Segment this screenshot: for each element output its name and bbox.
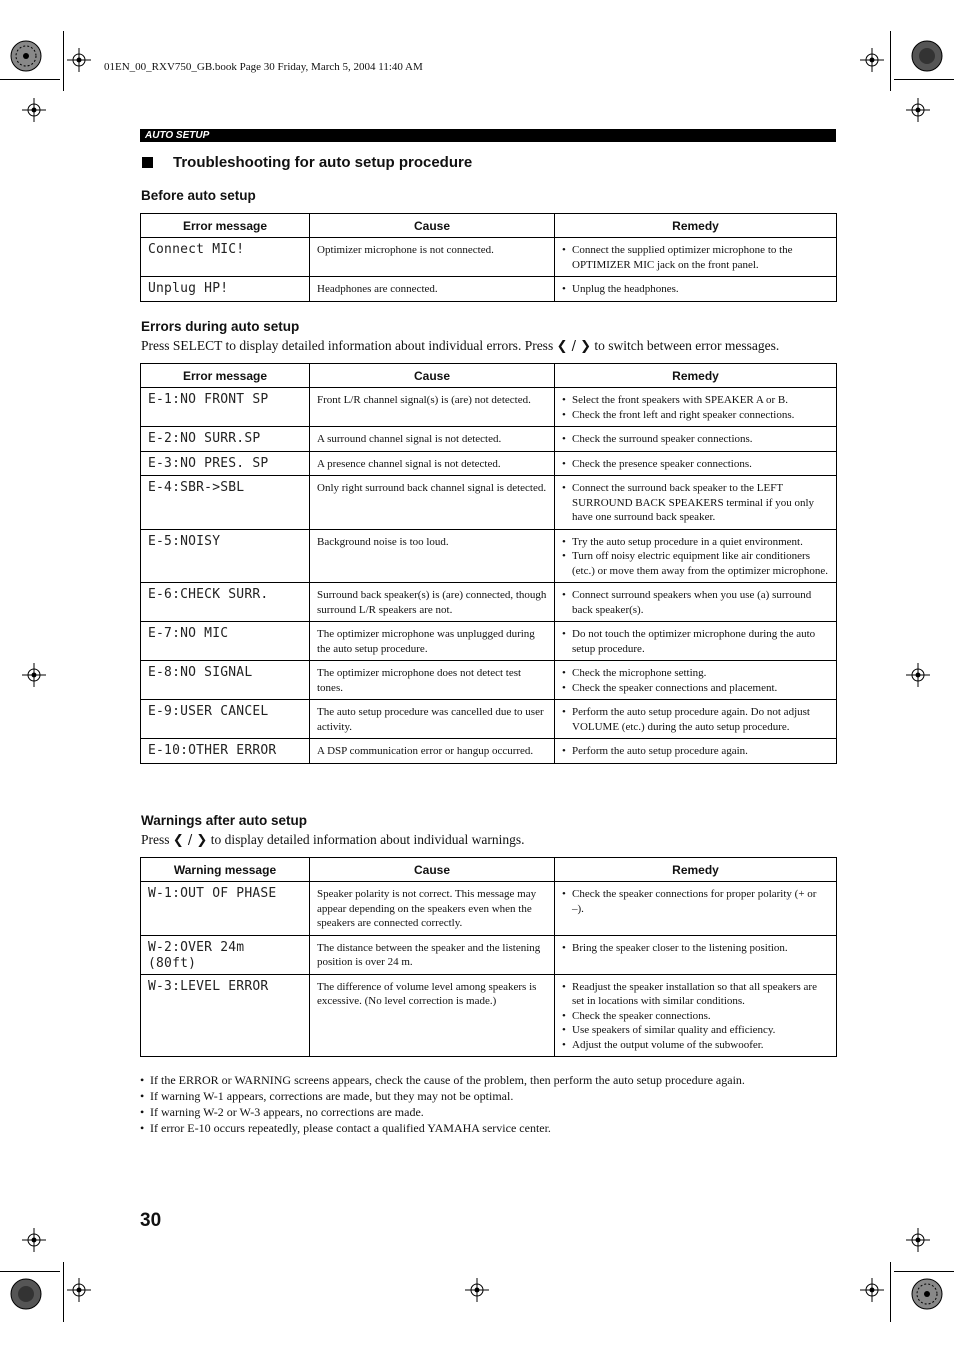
remedy-cell	[555, 388, 837, 427]
table-row	[141, 427, 837, 452]
remedy-list	[562, 432, 830, 447]
registration-mark-icon	[22, 1228, 46, 1252]
note-item: • If the ERROR or WARNING screens appears, check the cause of the problem, then perform the auto setup procedure again.	[140, 1072, 840, 1088]
warnings-heading: Warnings after auto setup	[141, 813, 308, 828]
print-info: 01EN_00_RXV750_GB.book Page 30 Friday, March 5, 2004 11:40 AM	[104, 61, 423, 73]
remedy-item: • Do not touch the optimizer microphone during the auto setup procedure.	[562, 627, 830, 656]
table-row	[141, 882, 837, 936]
remedy-list	[562, 705, 830, 734]
warnings-intro	[141, 832, 525, 848]
remedy-cell	[555, 583, 837, 622]
remedy-cell	[555, 622, 837, 661]
cause-cell: The difference of volume level among speakers is excessive. (No level correction is made.)	[310, 974, 555, 1057]
table-row	[141, 238, 837, 277]
table-row	[141, 661, 837, 700]
remedy-cell	[555, 974, 837, 1057]
crop-mark	[894, 1271, 954, 1272]
cause-cell: The distance between the speaker and the listening position is over 24 m.	[310, 935, 555, 974]
table-body	[141, 238, 837, 302]
intro-text: to switch between error messages.	[594, 338, 780, 353]
remedy-cell	[555, 882, 837, 936]
registration-mark-icon	[906, 1228, 930, 1252]
column-header: Remedy	[555, 364, 837, 388]
registration-mark-icon	[906, 98, 930, 122]
cause-cell: Front L/R channel signal(s) is (are) not detected.	[310, 388, 555, 427]
table-row	[141, 935, 837, 974]
remedy-list	[562, 588, 830, 617]
table-body	[141, 882, 837, 1057]
errors-intro	[141, 338, 779, 354]
remedy-item: • Perform the auto setup procedure again. Do not adjust VOLUME (etc.) during the auto setup procedure.	[562, 705, 830, 734]
column-header: Cause	[310, 858, 555, 882]
square-bullet-icon	[142, 157, 153, 168]
remedy-item: • Check the front left and right speaker connections.	[562, 408, 830, 423]
message-cell: E-7:NO MIC	[141, 622, 310, 661]
table-row	[141, 476, 837, 530]
page-title	[142, 154, 472, 171]
message-cell: W-1:OUT OF PHASE	[141, 882, 310, 936]
remedy-list	[562, 887, 830, 916]
remedy-item: • Turn off noisy electric equipment like air conditioners (etc.) or move them away from the optimizer microphone.	[562, 549, 830, 578]
remedy-list	[562, 941, 830, 956]
before-heading: Before auto setup	[141, 188, 256, 203]
remedy-cell	[555, 529, 837, 583]
remedy-list	[562, 980, 830, 1053]
registration-mark-icon	[906, 663, 930, 687]
remedy-cell	[555, 661, 837, 700]
remedy-list	[562, 282, 830, 297]
column-header: Remedy	[555, 214, 837, 238]
remedy-item: • Check the microphone setting.	[562, 666, 830, 681]
message-cell: E-8:NO SIGNAL	[141, 661, 310, 700]
cause-cell: Only right surround back channel signal is detected.	[310, 476, 555, 530]
intro-text: Press	[141, 832, 170, 847]
remedy-item: • Adjust the output volume of the subwoofer.	[562, 1038, 830, 1053]
remedy-list	[562, 481, 830, 525]
note-item: • If error E-10 occurs repeatedly, please contact a qualified YAMAHA service center.	[140, 1120, 840, 1136]
remedy-item: • Bring the speaker closer to the listening position.	[562, 941, 830, 956]
crop-mark	[0, 79, 60, 80]
table-row	[141, 622, 837, 661]
cause-cell: The optimizer microphone was unplugged during the auto setup procedure.	[310, 622, 555, 661]
registration-mark-icon	[67, 48, 91, 72]
table-row	[141, 583, 837, 622]
page-number: 30	[140, 1210, 162, 1231]
cause-cell: The auto setup procedure was cancelled due to user activity.	[310, 700, 555, 739]
cause-cell: A presence channel signal is not detected.	[310, 451, 555, 476]
registration-mark-icon	[860, 48, 884, 72]
message-cell: Unplug HP!	[141, 277, 310, 302]
remedy-item: • Unplug the headphones.	[562, 282, 830, 297]
remedy-cell	[555, 277, 837, 302]
remedy-list	[562, 744, 830, 759]
cause-cell: Optimizer microphone is not connected.	[310, 238, 555, 277]
cause-cell: A surround channel signal is not detected.	[310, 427, 555, 452]
cause-cell: A DSP communication error or hangup occurred.	[310, 739, 555, 764]
cause-cell: Background noise is too loud.	[310, 529, 555, 583]
color-wheel-icon	[10, 40, 42, 72]
registration-mark-icon	[465, 1278, 489, 1302]
remedy-item: • Try the auto setup procedure in a quiet environment.	[562, 535, 830, 550]
remedy-item: • Check the presence speaker connections.	[562, 457, 830, 472]
note-item: • If warning W-2 or W-3 appears, no corrections are made.	[140, 1104, 840, 1120]
remedy-item: • Check the speaker connections.	[562, 1009, 830, 1024]
remedy-cell	[555, 451, 837, 476]
column-header: Warning message	[141, 858, 310, 882]
message-cell: E-2:NO SURR.SP	[141, 427, 310, 452]
remedy-list	[562, 243, 830, 272]
crop-mark	[890, 31, 891, 91]
column-header: Cause	[310, 214, 555, 238]
remedy-item: • Check the speaker connections and placement.	[562, 681, 830, 696]
remedy-item: • Perform the auto setup procedure again.	[562, 744, 830, 759]
message-cell: E-1:NO FRONT SP	[141, 388, 310, 427]
crop-mark	[63, 1262, 64, 1322]
remedy-list	[562, 457, 830, 472]
column-header: Error message	[141, 364, 310, 388]
registration-mark-icon	[67, 1278, 91, 1302]
remedy-cell	[555, 476, 837, 530]
before-table	[140, 213, 837, 302]
message-cell: W-2:OVER 24m (80ft)	[141, 935, 310, 974]
message-cell: E-10:OTHER ERROR	[141, 739, 310, 764]
color-wheel-icon	[10, 1278, 42, 1310]
remedy-item: • Check the speaker connections for proper polarity (+ or –).	[562, 887, 830, 916]
remedy-item: • Readjust the speaker installation so that all speakers are set in locations with similar conditions.	[562, 980, 830, 1009]
section-bar	[140, 129, 836, 142]
remedy-cell	[555, 427, 837, 452]
page-title-text: Troubleshooting for auto setup procedure	[173, 154, 473, 171]
cause-cell: Headphones are connected.	[310, 277, 555, 302]
remedy-item: • Connect the surround back speaker to the LEFT SURROUND BACK SPEAKERS terminal if you only have one surround back speaker.	[562, 481, 830, 525]
color-wheel-icon	[911, 40, 943, 72]
table-row	[141, 700, 837, 739]
table-row	[141, 388, 837, 427]
message-cell: E-3:NO PRES. SP	[141, 451, 310, 476]
remedy-cell	[555, 739, 837, 764]
table-row	[141, 974, 837, 1057]
registration-mark-icon	[22, 663, 46, 687]
section-label: AUTO SETUP	[145, 130, 210, 141]
remedy-item: • Select the front speakers with SPEAKER A or B.	[562, 393, 830, 408]
remedy-cell	[555, 700, 837, 739]
table-row	[141, 451, 837, 476]
note-item: • If warning W-1 appears, corrections are made, but they may not be optimal.	[140, 1088, 840, 1104]
cause-cell: Surround back speaker(s) is (are) connected, though surround L/R speakers are not.	[310, 583, 555, 622]
remedy-list	[562, 627, 830, 656]
remedy-list	[562, 393, 830, 422]
intro-text: to display detailed information about individual warnings.	[210, 832, 525, 847]
remedy-list	[562, 535, 830, 579]
left-right-arrow-icon: ❮ / ❯	[556, 339, 592, 354]
table-row	[141, 529, 837, 583]
remedy-item: • Connect the supplied optimizer microphone to the OPTIMIZER MIC jack on the front panel.	[562, 243, 830, 272]
column-header: Remedy	[555, 858, 837, 882]
remedy-cell	[555, 935, 837, 974]
remedy-item: • Use speakers of similar quality and efficiency.	[562, 1023, 830, 1038]
remedy-item: • Check the surround speaker connections.	[562, 432, 830, 447]
warnings-table	[140, 857, 837, 1057]
crop-mark	[890, 1262, 891, 1322]
message-cell: E-9:USER CANCEL	[141, 700, 310, 739]
intro-text: Press SELECT to display detailed information about individual errors. Press	[141, 338, 554, 353]
message-cell: E-6:CHECK SURR.	[141, 583, 310, 622]
column-header: Error message	[141, 214, 310, 238]
message-cell: W-3:LEVEL ERROR	[141, 974, 310, 1057]
remedy-list	[562, 666, 830, 695]
registration-mark-icon	[22, 98, 46, 122]
errors-table	[140, 363, 837, 764]
remedy-cell	[555, 238, 837, 277]
crop-mark	[0, 1271, 60, 1272]
crop-mark	[63, 31, 64, 91]
registration-mark-icon	[860, 1278, 884, 1302]
table-row	[141, 277, 837, 302]
table-row	[141, 739, 837, 764]
cause-cell: The optimizer microphone does not detect test tones.	[310, 661, 555, 700]
color-wheel-icon	[911, 1278, 943, 1310]
notes-list	[140, 1072, 840, 1136]
column-header: Cause	[310, 364, 555, 388]
left-right-arrow-icon: ❮ / ❯	[172, 833, 208, 848]
message-cell: E-5:NOISY	[141, 529, 310, 583]
message-cell: E-4:SBR->SBL	[141, 476, 310, 530]
table-body	[141, 388, 837, 764]
remedy-item: • Connect surround speakers when you use (a) surround back speaker(s).	[562, 588, 830, 617]
cause-cell: Speaker polarity is not correct. This message may appear depending on the speakers even when the speakers are connected correctly.	[310, 882, 555, 936]
errors-heading: Errors during auto setup	[141, 319, 300, 334]
message-cell: Connect MIC!	[141, 238, 310, 277]
crop-mark	[894, 79, 954, 80]
